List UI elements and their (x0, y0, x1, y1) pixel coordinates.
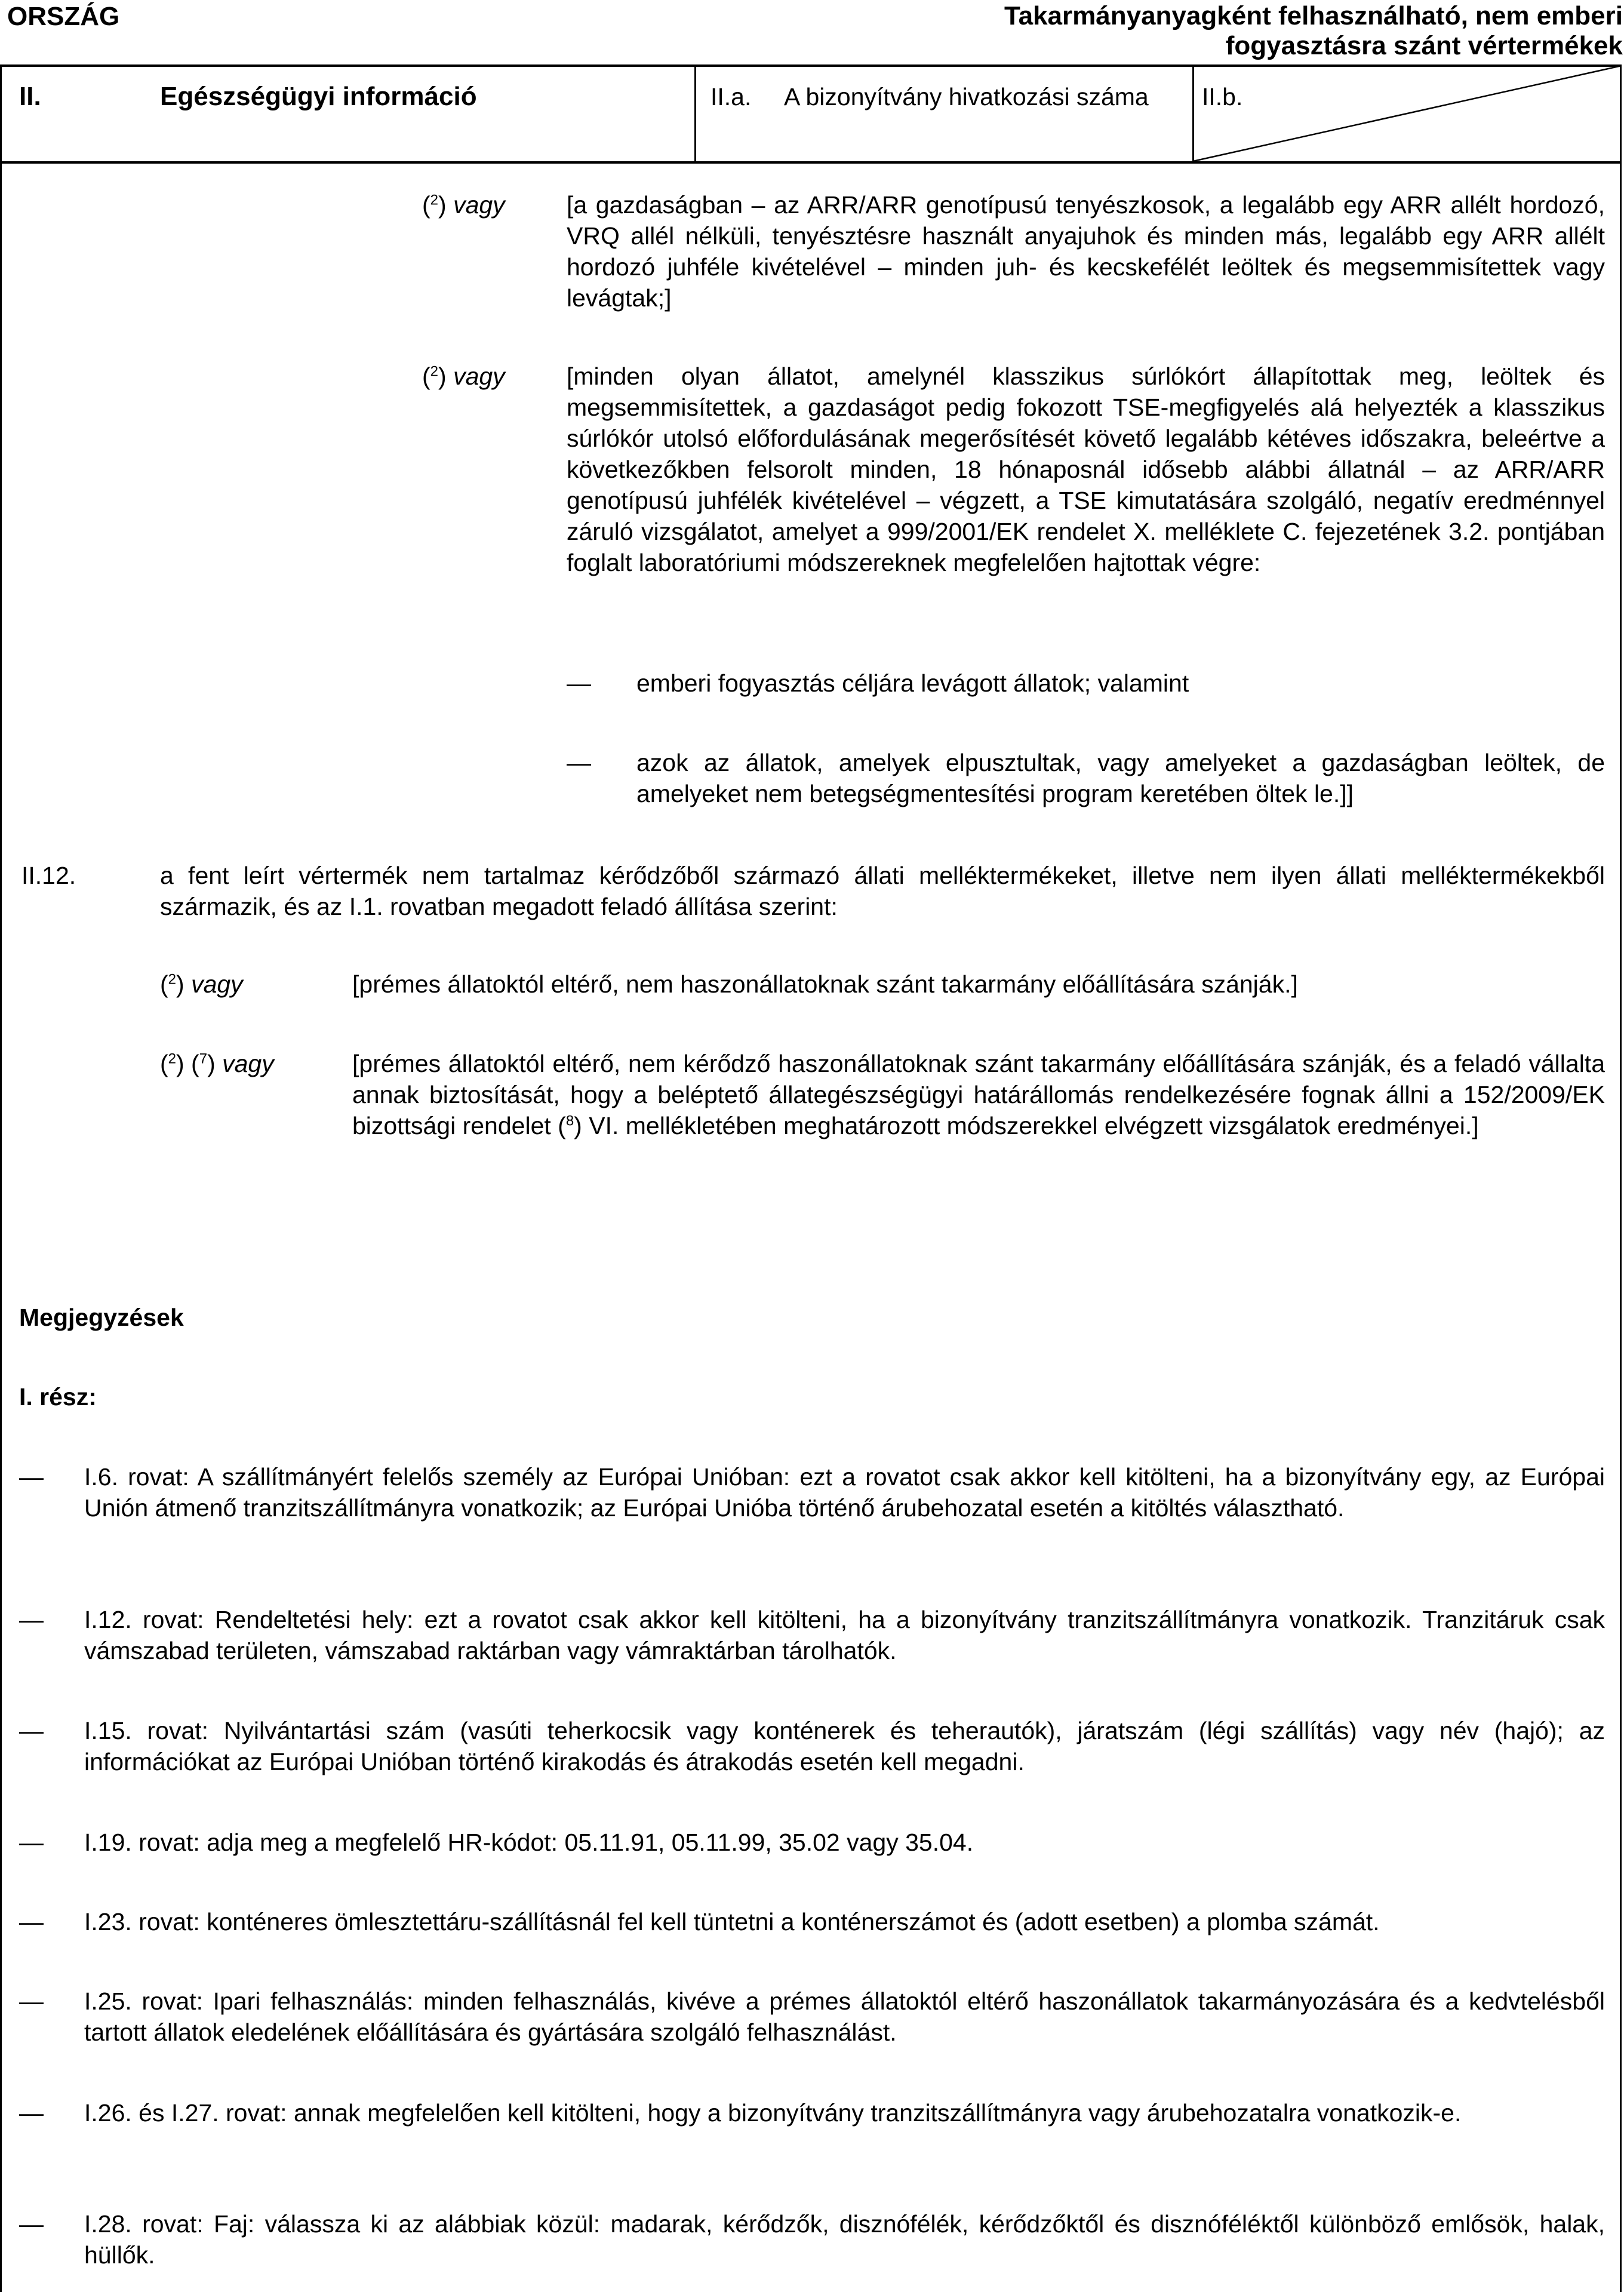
option-marker: ($^2$) ($^7$) vagy (160, 1050, 274, 1077)
note-item: I.26. és I.27. rovat: annak megfelelően kell kitölteni, hogy a bizonyítvány tranzitszállítmányra vagy árubehozatalra vonatkozik-e. (84, 2099, 1462, 2127)
note-dash: — (19, 2099, 44, 2127)
sub-item-dash: — (567, 669, 591, 697)
clause-text: a fent leírt vértermék nem tartalmaz kérődzőből származó állati melléktermékeket, illetve nem ilyen állati melléktermékekből származik, és az I.1. rovatban megadott feladó állítása szerint: (160, 862, 1605, 920)
note-item: I.19. rovat: adja meg a megfelelő HR-kódot: 05.11.91, 05.11.99, 35.02 vagy 35.04. (84, 1829, 974, 1856)
option-word: vagy (191, 970, 243, 998)
option-text-part: [prémes állatoktól eltérő, nem kérődző haszonállatoknak szánt takarmány előállítására szánják, és a feladó vállalta annak biztosítását, hogy a beléptető állategészségügyi határállomás rendelkezésére fognak állni a 152/2009/EK bizottsági rendelet ( (352, 1050, 1605, 1139)
note-dash: — (19, 1606, 44, 1633)
note-dash: — (19, 1829, 44, 1856)
header-divider-1 (694, 64, 696, 164)
footnote-ref: 2 (168, 1050, 177, 1067)
document-title-line-1: Takarmányanyagként felhasználható, nem emberi (1004, 1, 1623, 30)
note-dash: — (19, 1908, 44, 1935)
ref-a-label: II.a. (710, 83, 752, 110)
option-marker: ($^2$) vagy (160, 970, 243, 998)
section-title: Egészségügyi információ (160, 82, 477, 111)
note-dash: — (19, 1987, 44, 2015)
option-text-part: ) VI. mellékletében meghatározott módszerekkel elvégzett vizsgálatok eredményei.] (574, 1112, 1479, 1139)
option-text: [a gazdaságban – az ARR/ARR genotípusú tenyészkosok, a legalább egy ARR allélt hordozó, VRQ allél nélküli, tenyésztésre használt anyajuhok és minden más, legalább egy ARR allélt hordozó juhféle kivételével – minden juh- és kecskefélét leöltek és megsemmisítettek vagy levágtak;] (567, 191, 1605, 312)
option-word: vagy (222, 1050, 274, 1077)
section-number: II. (19, 82, 41, 111)
option-marker: ($^2$) vagy (422, 362, 505, 390)
note-item: I.6. rovat: A szállítmányért felelős személy az Európai Unióban: ezt a rovatot csak akkor kell kitölteni, ha a bizonyítvány egy, az Európai Unión átmenő tranzitszállítmányra vonatkozik; az Európai Unióba történő árubehozatal esetén a kitöltés választható. (84, 1463, 1605, 1522)
footnote-ref: 8 (565, 1113, 574, 1129)
note-dash: — (19, 1463, 44, 1491)
document-title-line-2: fogyasztásra szánt vértermékek (1225, 31, 1623, 60)
ref-b-label: II.b. (1202, 83, 1243, 110)
notes-title: Megjegyzések (19, 1304, 184, 1331)
option-marker: ($^2$) vagy (422, 191, 505, 219)
note-dash: — (19, 1717, 44, 1744)
note-item: I.25. rovat: Ipari felhasználás: minden felhasználás, kivéve a prémes állatoktól eltérő haszonállatok takarmányozására és a kedvtelésből tartott állatok eledelének előállítására és gyártására szolgáló felhasználást. (84, 1987, 1605, 2046)
option-word: vagy (453, 191, 505, 219)
frame-right-border (1620, 64, 1622, 2292)
sub-item-text: azok az állatok, amelyek elpusztultak, vagy amelyeket a gazdaságban leöltek, de amelyeket nem betegségmentesítési program keretében öltek le.]] (636, 749, 1605, 807)
footnote-ref: 2 (430, 363, 439, 380)
footnote-ref: 7 (199, 1050, 208, 1067)
note-item: I.28. rovat: Faj: válassza ki az alábbiak közül: madarak, kérődzők, disznófélék, kérődzőktől és disznóféléktől különböző emlősök, halak, hüllők. (84, 2210, 1605, 2269)
note-item: I.12. rovat: Rendeltetési hely: ezt a rovatot csak akkor kell kitölteni, ha a bizonyítvány tranzitszállítmányra vonatkozik. Tranzitáruk csak vámszabad területen, vámszabad raktárban vagy vámraktárban tárolhatók. (84, 1606, 1605, 1664)
notes-part-title: I. rész: (19, 1383, 97, 1411)
sub-item-text: emberi fogyasztás céljára levágott állatok; valamint (636, 669, 1189, 697)
note-item: I.23. rovat: konténeres ömlesztettáru-szállításnál fel kell tüntetni a konténerszámot és (adott esetben) a plomba számát. (84, 1908, 1380, 1935)
note-dash: — (19, 2210, 44, 2238)
option-text: [minden olyan állatot, amelynél klasszikus súrlókórt állapítottak meg, leöltek és megsemmisítettek, a gazdaságot pedig fokozott TSE-megfigyelés alá helyezték a klasszikus súrlókór utolsó előfordulásának megerősítését követő legalább kétéves időszakra, beleértve a következőkben felsorolt minden, 18 hónaposnál idősebb alábbi állatnál – az ARR/ARR genotípusú juhfélék kivételével – végzett, a TSE kimutatására szolgáló, negatív eredménnyel záruló vizsgálatot, amelyet a 999/2001/EK rendelet X. melléklete C. fejezetének 3.2. pontjában foglalt laboratóriumi módszereknek megfelelően hajtottak végre: (567, 362, 1605, 576)
note-item: I.15. rovat: Nyilvántartási szám (vasúti teherkocsik vagy konténerek és teherautók), járatszám (légi szállítás) vagy név (hajó); az információkat az Európai Unióban történő kirakodás és átrakodás esetén kell megadni. (84, 1717, 1605, 1775)
option-word: vagy (453, 362, 505, 390)
document-title (847, 1, 1623, 61)
ref-a-text: A bizonyítvány hivatkozási száma (784, 83, 1149, 110)
option-text: [prémes állatoktól eltérő, nem haszonállatoknak szánt takarmány előállítására szánják.] (352, 970, 1298, 998)
sub-item-dash: — (567, 749, 591, 776)
struck-out-cell-diagonal (1193, 66, 1622, 161)
country-label: ORSZÁG (7, 2, 120, 31)
option-text (352, 1048, 1605, 1141)
footnote-ref: 2 (168, 971, 177, 988)
footnote-ref: 2 (430, 192, 439, 208)
frame-left-border (0, 64, 2, 2292)
clause-number: II.12. (21, 862, 76, 889)
